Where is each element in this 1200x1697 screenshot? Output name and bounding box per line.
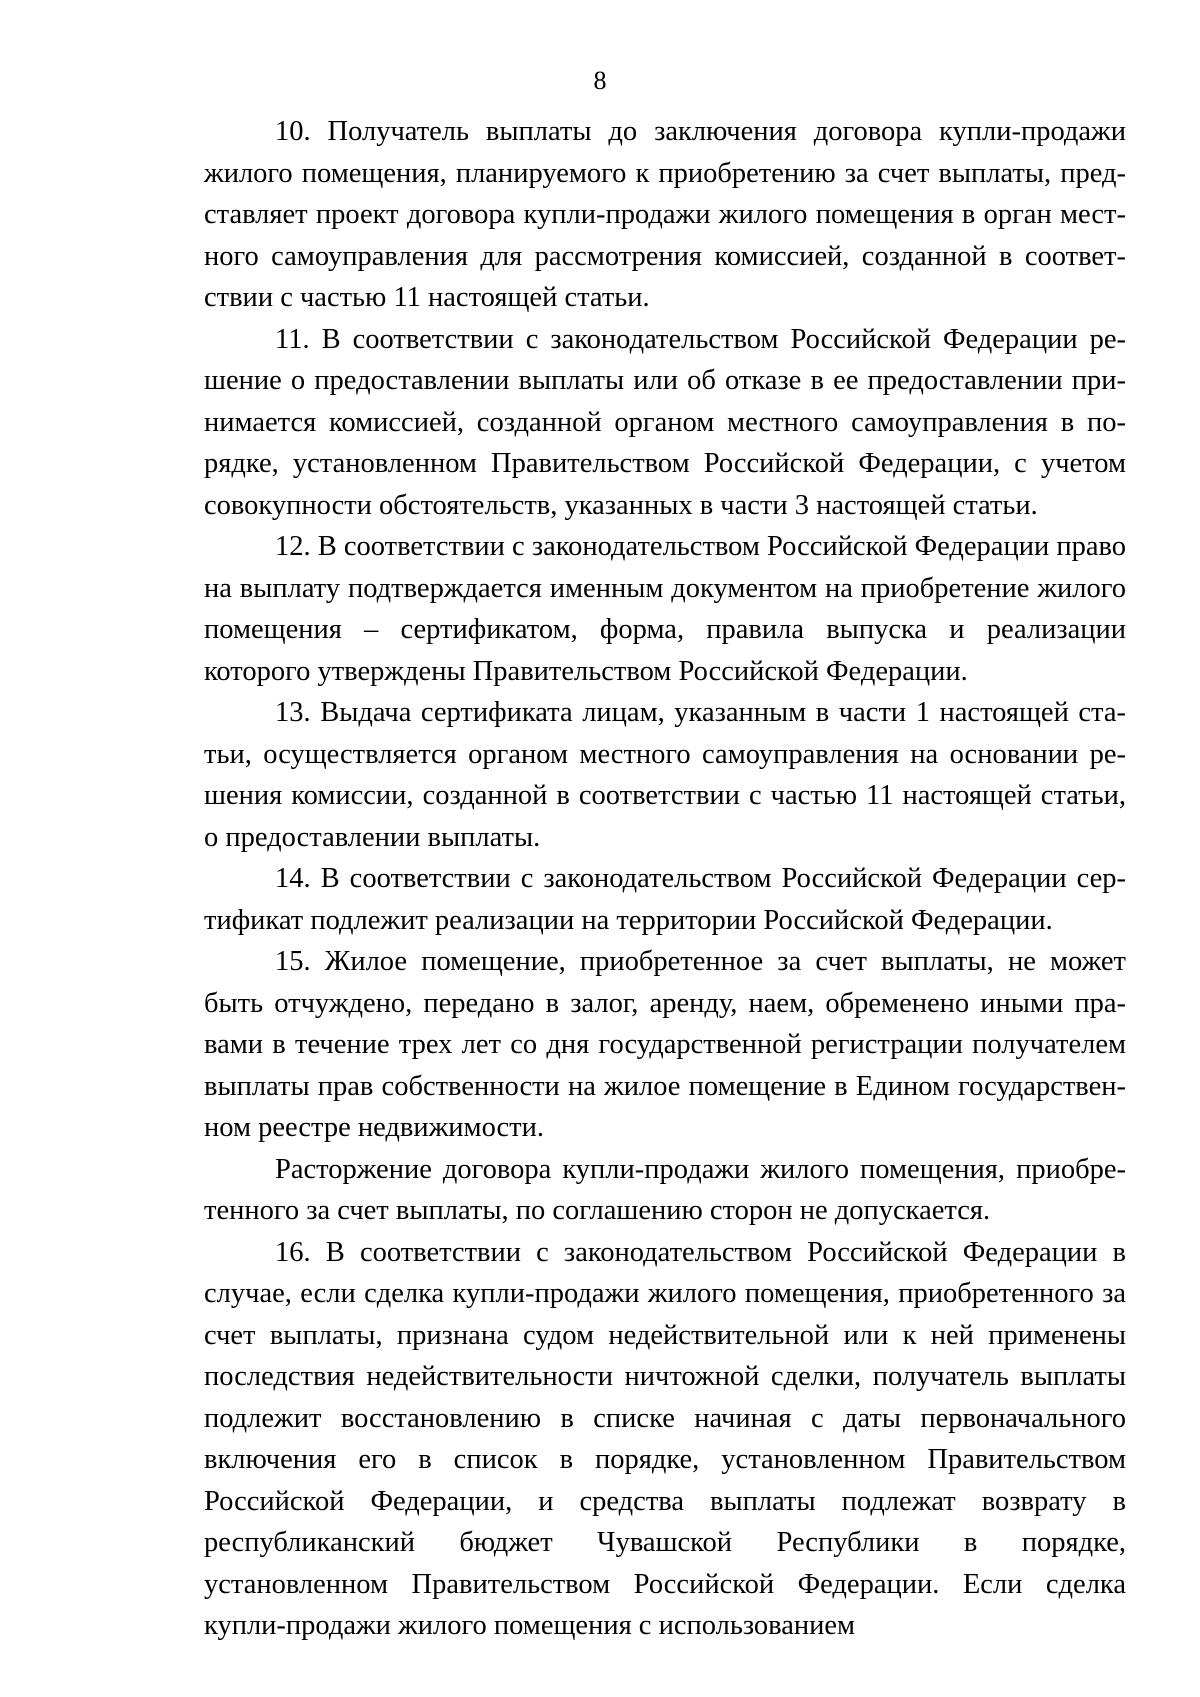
paragraph-11: 11. В соответствии с законодательством Российской Федерации решение о предоставлении выплаты или об отказе в ее предоставлении принимается комиссией, созданной органом местного самоуправления в порядке, установленном Правительством Российской Федерации, с учетом совокупности обстоятельств, указанных в части 3 настоящей статьи. [204,323,1126,521]
paragraph-12: 12. В соответствии с законодательством Российской Федерации право на выплату подтверждается именным документом на приобретение жилого помещения – сертификатом, форма, правила выпуска и реализации которого утверждены Правительством Российской Федерации. [204,531,1126,687]
paragraph-13: 13. Выдача сертификата лицам, указанным в части 1 настоящей статьи, осуществляется органом местного самоуправления на основании решения комиссии, созданной в соответствии с частью 11 настоящей статьи, о предоставлении выплаты. [204,697,1126,853]
page-number: 8 [593,66,607,95]
paragraph-15: 15. Жилое помещение, приобретенное за счет выплаты, не может быть отчуждено, передано в залог, аренду, наем, обременено иными правами в течение трех лет со дня государственной регистрации получателем выплаты прав собственности на жилое помещение в Едином государственном реестре недвижимости. [204,946,1126,1143]
paragraph-14: 14. В соответствии с законодательством Российской Федерации сертификат подлежит реализации на территории Российской Федерации. [204,863,1126,936]
paragraph-16: 16. В соответствии с законодательством Российской Федерации в случае, если сделка купли-продажи жилого помещения, приобретенного за счет выплаты, признана судом недействительной или к ней применены последствия недействительности ничтожной сделки, получатель выплаты подлежит восстановлению в списке начиная с даты первоначального включения его в список в порядке, установленном Правительством Российской Федерации, и средства выплаты подлежат возврату в республиканский бюджет Чувашской Республики в порядке, установленном Правительством Российской Федерации. Если сделка купли-продажи жилого помещения с использованием [204,1236,1126,1641]
document-body [204,111,1126,1647]
paragraph-10: 10. Получатель выплаты до заключения договора купли-продажи жилого помещения, планируемого к приобретению за счет выплаты, представляет проект договора купли-продажи жилого помещения в орган местного самоуправления для рассмотрения комиссией, созданной в соответствии с частью 11 настоящей статьи. [204,116,1126,313]
paragraph-15-continued: Расторжение договора купли-продажи жилого помещения, приобретенного за счет выплаты, по соглашению сторон не допускается. [204,1153,1126,1226]
